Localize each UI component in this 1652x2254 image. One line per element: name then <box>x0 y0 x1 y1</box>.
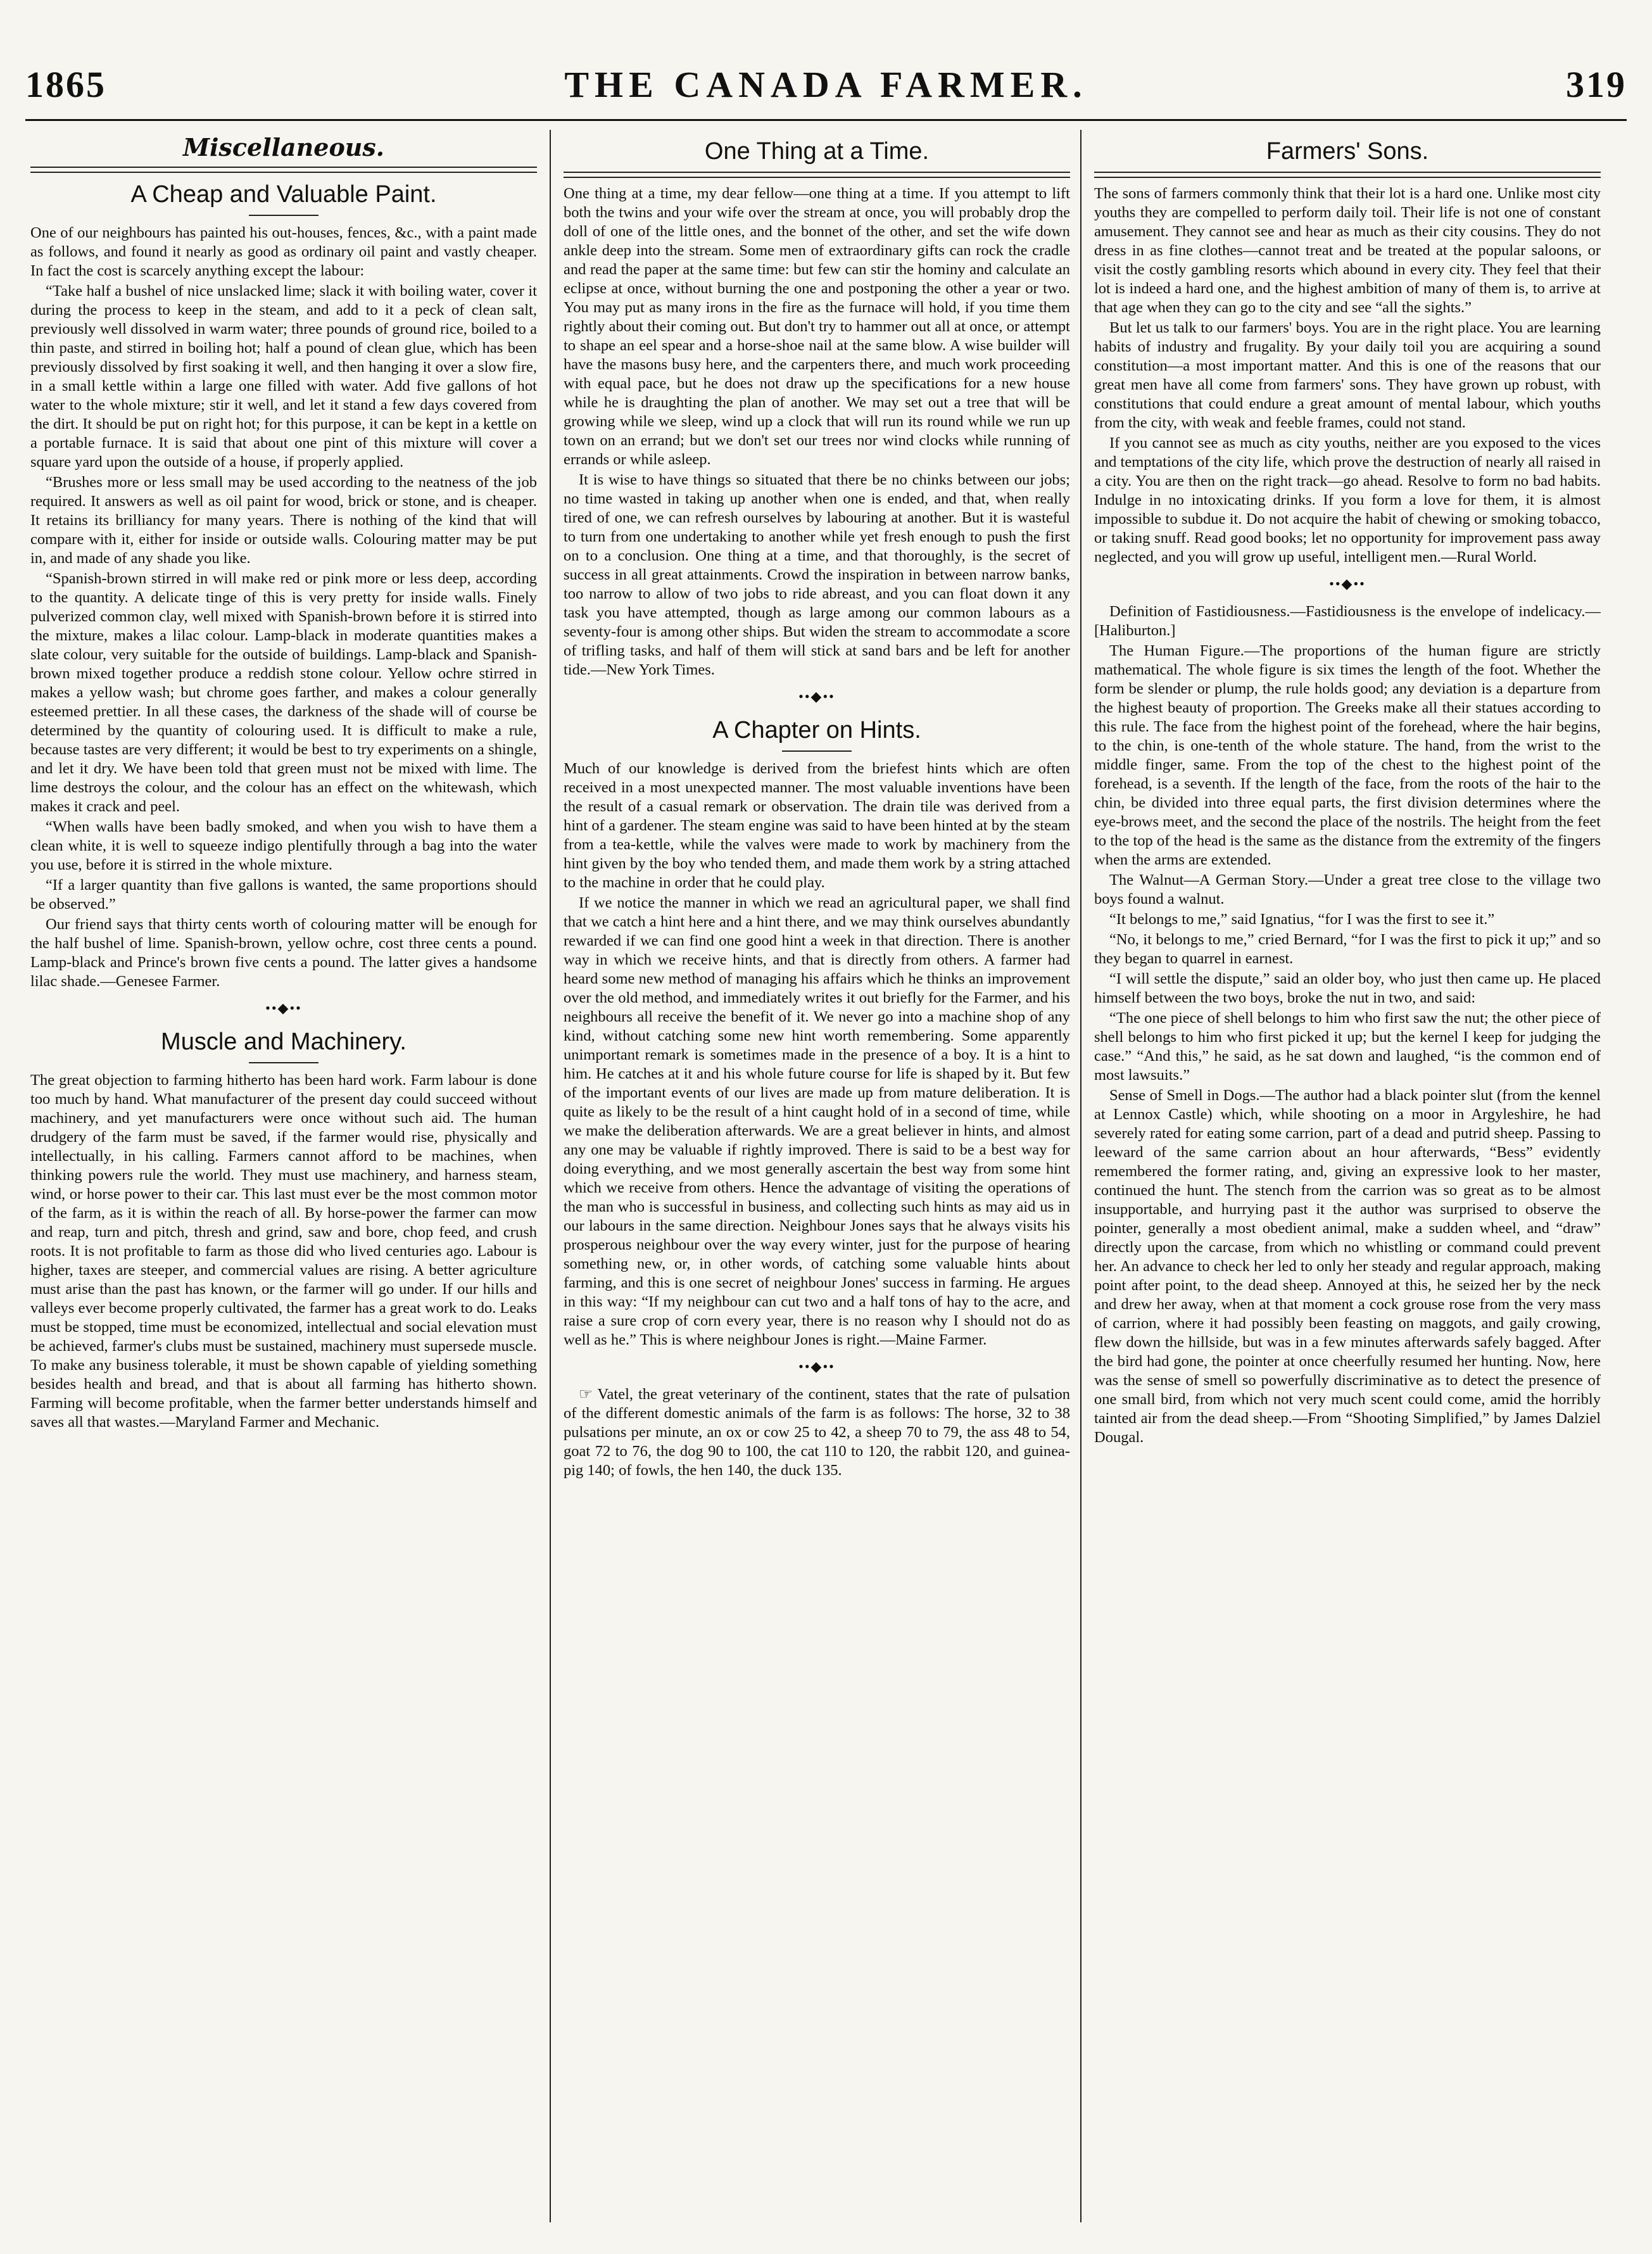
page-number: 319 <box>1566 64 1627 105</box>
walnut-paragraph: The Walnut—A German Story.—Under a great tree close to the village two boys found a walnut. <box>1094 871 1601 908</box>
title-rule <box>564 172 1070 178</box>
pulsation-paragraph: ☞ Vatel, the great veterinary of the continent, states that the rate of pulsation of the different domestic animals of the farm is as follows: The horse, 32 to 38 pulsations per minute, an ox or cow 25 to 42, a sheep 70 to 79, the ass 48 to 54, goat 72 to 76, the dog 90 to 100, the cat 110 to 120, the rabbit 120, and guinea-pig 140; of fowls, the hen 140, the duck 135. <box>564 1386 1070 1479</box>
farmers-sons-paragraph: If you cannot see as much as city youths, neither are you exposed to the vices and temptations of the city life, which prove the destruction of nearly all raised in a city. You are then on the right track—go ahead. Resolve to form no bad habits. Indulge in no intoxicating drinks. If you form a love for them, it is almost impossible to subdue it. Do not acquire the habit of chewing or smoking tobacco, or taking snuff. Read good books; let no opportunity for improvement pass away neglected, and you will grow up useful, intelligent men.—Rural World. <box>1094 434 1601 566</box>
article-title-muscle-machinery: Muscle and Machinery. <box>161 1029 407 1055</box>
hints-paragraph: If we notice the manner in which we read an agricultural paper, we shall find that we catch a hint here and a hint there, and we may think ourselves abundantly rewarded if we can find one good hint a week in that direction. There is another way in which we receive hints, and that is directly from others. A farmer had heard some new method of managing his affairs which he thinks an improvement over the old method, and immediately writes it out briefly for the Farmer, and his neighbours all receive the benefit of it. We never go into a machine shop of any kind, without catching some new hint worth remembering. Some apparently unimportant remark is sometimes made in the presence of a boy. It is a hint to him. He catches at it and his whole future course for life is shaped by it. But few of the important events of our lives are made up from mature deliberation. It is quite as likely to be the result of a hint caught hold of in a second of time, while we make the deliberation afterwards. We are a great believer in hints, and almost any one may be valuable if rightly improved. There is said to be a best way for doing everything, and we most generally ascertain the best way from some hint which we receive from others. Hence the advantage of visiting the operations of the man who is successful in business, and collecting such hints as may aid us in our labours in the same direction. Neighbour Jones says that he always visits his prosperous neighbour over the way every winter, just for the purpose of hearing something new, or, in other words, of catching some valuable hints about farming, and this is one secret of neighbour Jones' success in farming. He argues in this way: “If my neighbour can cut two and a half tons of hay to the acre, and raise a sure crop of corn every year, there is no reason why I should not do as well as he.” This is where neighbour Jones is right.—Maine Farmer. <box>564 894 1070 1348</box>
walnut-paragraph: “The one piece of shell belongs to him who first saw the nut; the other piece of shell belongs to him who first picked it up; but the kernel I keep for judging the case.” “And this,” he said, as he sat down and laughed, “is the common end of most lawsuits.” <box>1094 1010 1601 1084</box>
masthead-year: 1865 <box>25 64 106 105</box>
definition-paragraph: Definition of Fastidiousness.—Fastidiousness is the envelope of indelicacy.—[Haliburton.] <box>1094 603 1601 639</box>
masthead-rule <box>25 119 1627 121</box>
paint-paragraph: “When walls have been badly smoked, and when you wish to have them a clean white, it is well to squeeze indigo plentifully through a bag into the water you use, before it is stirred in the whole mixture. <box>30 818 537 873</box>
ornament-divider: ••◆•• <box>798 1358 835 1374</box>
title-rule <box>1094 172 1601 178</box>
section-heading: Miscellaneous. <box>182 133 385 161</box>
column-3 <box>1094 130 1601 2226</box>
title-rule <box>782 750 852 752</box>
paint-paragraph: “Take half a bushel of nice unslacked lime; slack it with boiling water, cover it during the process to keep in the steam, and add to it a peck of clean salt, previously well dissolved in warm water; three pounds of ground rice, boiled to a thin paste, and stirred in boiling hot; half a pound of clean glue, which has been previously dissolved by first soaking it well, and then hanging it over a slow fire, in a small kettle within a large one filled with water. Add five gallons of hot water to the whole mixture; stir it well, and let it stand a few days covered from the dirt. It should be put on right hot; for this purpose, it can be kept in a kettle on a portable furnace. It is said that about one pint of this mixture will cover a square yard upon the outside of a house, if properly applied. <box>30 282 537 471</box>
paint-paragraph: “Spanish-brown stirred in will make red or pink more or less deep, according to the quantity. A delicate tinge of this is very pretty for inside walls. Finely pulverized common clay, well mixed with Spanish-brown before it is stirred into the mixture, makes a lilac colour. Lamp-black in moderate quantities makes a slate colour, very suitable for the outside of buildings. Lamp-black and Spanish-brown mixed together produce a reddish stone colour. Yellow ochre stirred in makes a yellow wash; but chrome goes farther, and makes a colour generally esteemed prettier. In all these cases, the darkness of the shade will of course be determined by the quantity of colouring used. It is difficult to make a rule, because tastes are very different; it would be best to try experiments on a shingle, and let it dry. We have been told that green must not be mixed with lime. The lime destroys the colour, and the colour has an effect on the whitewash, which makes it crack and peel. <box>30 570 537 815</box>
one-thing-paragraph: One thing at a time, my dear fellow—one thing at a time. If you attempt to lift both the twins and your wife over the stream at once, you will probably drop the doll of one of the little ones, and the bonnet of the other, and set the wife down ankle deep into the stream. Some men of extraordinary gifts can rock the cradle and read the paper at the same time: but few can stir the hominy and calculate an eclipse at once, without burning the one and postponing the other a year or two. You may put as many irons in the fire as the furnace will hold, if you time them rightly about their coming out. But don't try to hammer out all at once, or attempt to shape an eel spear and a horse-shoe nail at the same blow. A wise builder will have the masons busy here, and the carpenters there, and much work proceeding with equal pace, but he does not draw up the specifications for a new house while he is draughting the plan of another. We may set out a tree that will be growing while we sleep, wind up a clock that will run its round while we run up town on an errand; but we don't set our trees nor wind clocks while running of errands or while asleep. <box>564 185 1070 468</box>
machinery-paragraph: The great objection to farming hitherto has been hard work. Farm labour is done too much by hand. What manufacturer of the present day could succeed without machinery, and yet manufacturers were once without such aid. The human drudgery of the farm must be saved, if the farmer would rise, physically and intellectually, in his calling. Farmers cannot afford to be machines, when thinking powers rule the world. They must use machinery, and harness steam, wind, or horse power to their car. This last must ever be the most common motor of the farm, as it is within the reach of all. By horse-power the farmer can mow and reap, turn and pitch, thresh and grind, saw and bore, chop feed, and crush roots. It is not profitable to farm as those did who lived centuries ago. Labour is higher, taxes are steeper, and commercial values are rising. A better agriculture must arise than the past has known, or the farmer will go under. If our hills and valleys ever become properly cultivated, the farmer has a great work to do. Leaks must be stopped, time must be economized, intellectual and social elevation must be achieved, farmer's clubs must be sustained, machinery must supersede muscle. To make any business tolerable, it must be shown capable of yielding something besides health and bread, and that is about all farming has hitherto shown. Farming will become profitable, when the farmer better understands himself and saves all that wastes.—Maryland Farmer and Mechanic. <box>30 1072 537 1431</box>
column-2 <box>564 130 1070 2226</box>
article-title-one-thing: One Thing at a Time. <box>704 138 930 165</box>
title-rule <box>249 1062 318 1063</box>
walnut-paragraph: “No, it belongs to me,” cried Bernard, “for I was the first to pick it up;” and so they began to quarrel in earnest. <box>1094 931 1601 967</box>
paint-paragraph: “Brushes more or less small may be used according to the neatness of the job required. It answers as well as oil paint for wood, brick or stone, and is cheaper. It retains its brilliancy for many years. There is nothing of the kind that will compare with it, either for inside or outside walls. Colouring matter may be put in, and made of any shade you like. <box>30 474 537 567</box>
masthead <box>25 63 1627 120</box>
walnut-paragraph: “It belongs to me,” said Ignatius, “for I was the first to see it.” <box>1109 911 1495 928</box>
column-1 <box>30 130 537 2226</box>
article-title-farmers-sons: Farmers' Sons. <box>1266 138 1429 165</box>
paint-paragraph: Our friend says that thirty cents worth of colouring matter will be enough for the half bushel of lime. Spanish-brown, yellow ochre, cost three cents a pound. Lamp-black and Prince's brown five cents a pound. The latter gives a handsome lilac shade.—Genesee Farmer. <box>30 916 537 990</box>
smell-paragraph: Sense of Smell in Dogs.—The author had a black pointer slut (from the kennel at Lennox Castle) which, while shooting on a moor in Argyleshire, he had severely rated for eating some carrion, part of a dead and putrid sheep. Passing to leeward of the same carrion about an hour afterwards, “Bess” evidently remembered the former rating, and, giving an expressive look to her master, continued the hunt. The stench from the carrion was so great as to be almost insupportable, and hurrying past it the author was surprised to observe the pointer, generally a most obedient animal, make a sudden wheel, and “draw” directly upon the carcase, from which no whistling or command could prevent her. An advance to check her led to only her steady and regular approach, making point after point, to the dead sheep. Annoyed at this, he seized her by the neck and drew her away, when at that moment a cock grouse rose from the very mass of carrion, where it had possibly been feasting on maggots, and gaily crowing, flew down the hillside, but was in a few minutes afterwards safely bagged. After the bird had gone, the pointer at once cheerfully resumed her hunting. Now, here was the sense of smell so powerfully discriminative as to detect the presence of one small bird, from which not very much scent could come, amid the horribly tainted air from the dead sheep.—From “Shooting Simplified,” by James Dalziel Dougal. <box>1094 1087 1601 1446</box>
article-title-cheap-paint: A Cheap and Valuable Paint. <box>130 181 437 208</box>
one-thing-paragraph: It is wise to have things so situated that there be no chinks between our jobs; no time wasted in taking up another when one is ended, and that, when really tired of one, we can refresh ourselves by labouring at another. But it is wasteful to turn from one undertaking to another while yet fresh enough to push the first on to a conclusion. One thing at a time, and that thoroughly, is the secret of success in all great attainments. Crowd the inspiration in between narrow banks, too narrow to allow of two jobs to ride abreast, and you can float down it any task you have attempted, though as large among our common labours as a seventy-four is among other ships. But widen the stream to accommodate a score of trifling tasks, and half of them will stick at sand bars and be left for another tide.—New York Times. <box>564 471 1070 678</box>
walnut-paragraph: “I will settle the dispute,” said an older boy, who just then came up. He placed himself between the two boys, broke the nut in two, and said: <box>1094 970 1601 1006</box>
farmers-sons-paragraph: The sons of farmers commonly think that their lot is a hard one. Unlike most city youths they are compelled to perform daily toil. Their life is not one of constant amusement. They cannot see and hear as much as their city cousins. They do not dress in as fine clothes—cannot treat and be treated at the popular saloons, or visit the costly gambling resorts which abound in every city. They feel that their lot is indeed a hard one, and the highest ambition of many of them is, to arrive at that age when they can go to the city and see “all the sights.” <box>1094 185 1601 316</box>
ornament-divider: ••◆•• <box>265 1000 302 1016</box>
hints-paragraph: Much of our knowledge is derived from the briefest hints which are often received in a most unexpected manner. The most valuable inventions have been the result of a casual remark or observation. The drain tile was derived from a hint of a gardener. The steam engine was said to have been hinted at by the steam from a tea-kettle, while the valves were made to work by machinery from the hint given by the boy who tended them, and made them work by a string attached to the machine in order that he could play. <box>564 760 1070 891</box>
article-title-hints: A Chapter on Hints. <box>712 717 921 744</box>
ornament-divider: ••◆•• <box>798 688 835 704</box>
column-divider-2 <box>1080 130 1081 2222</box>
farmers-sons-paragraph: But let us talk to our farmers' boys. You are in the right place. You are learning habits of industry and frugality. By your daily toil you are acquiring a sound constitution—a most important matter. And this is one of the reasons that our great men have all come from farmers' sons. They have grown up robust, with constitutions that could endure a great amount of mental labour, which youths from the city, with weak and feeble frames, could not stand. <box>1094 319 1601 431</box>
paint-paragraph: One of our neighbours has painted his out-houses, fences, &c., with a paint made as follows, and found it nearly as good as ordinary oil paint and vastly cheaper. In fact the cost is scarcely anything except the labour: <box>30 224 537 279</box>
masthead-title: THE CANADA FARMER. <box>564 64 1088 105</box>
paint-paragraph: “If a larger quantity than five gallons is wanted, the same proportions should be observed.” <box>30 877 537 913</box>
human-figure-paragraph: The Human Figure.—The proportions of the human figure are strictly mathematical. The whole figure is six times the length of the foot. Whether the form be slender or plump, the rule holds good; any deviation is a departure from the highest beauty of proportion. The Greeks make all their statues according to this rule. The face from the highest point of the forehead, where the hair begins, to the chin, is one-tenth of the whole stature. The hand, from the wrist to the middle finger, same. From the top of the chest to the highest point of the forehead, is a seventh. If the length of the face, from the roots of the hair to the chin, be divided into three equal parts, the first division determines where the eye-brows meet, and the second the place of the nostrils. The height from the feet to the top of the head is the same as the distance from the extremity of the fingers when the arms are extended. <box>1094 642 1601 868</box>
column-divider-1 <box>550 130 551 2222</box>
ornament-divider: ••◆•• <box>1329 576 1366 592</box>
section-rule <box>30 167 537 173</box>
title-rule <box>249 215 318 216</box>
